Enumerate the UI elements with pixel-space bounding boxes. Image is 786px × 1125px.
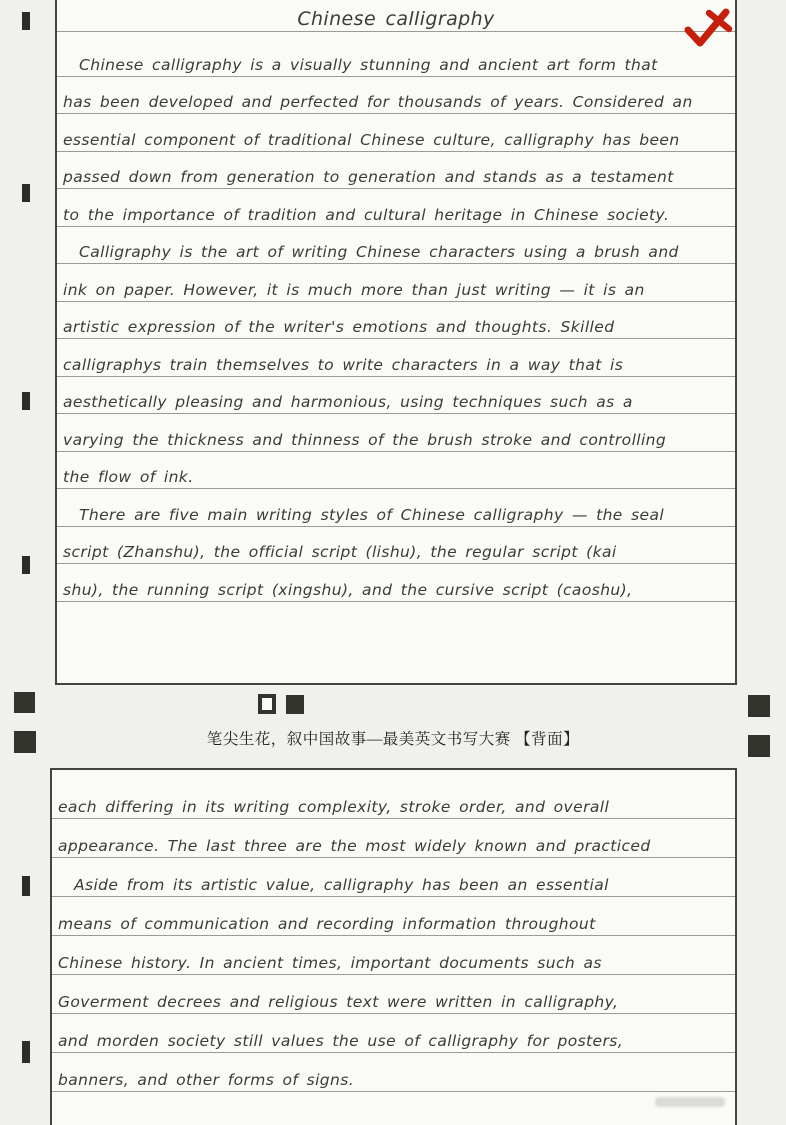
registration-square-right-1 [748,695,770,717]
handwritten-text: ink on paper. However, it is much more than just writing — it is an [63,280,645,299]
handwritten-text: Aside from its artistic value, calligraphy has been an essential [74,876,609,894]
handwritten-text: passed down from generation to generation and stands as a testament [63,168,674,186]
handwritten-text: script (Zhanshu), the official script (lishu), the regular script (kai [63,543,617,561]
registration-square-left-1 [14,692,35,713]
handwritten-line [57,377,735,415]
registration-square-center-hollow [258,694,276,714]
handwritten-text: Goverment decrees and religious text were written in calligraphy, [58,993,619,1011]
handwritten-line [57,152,735,190]
handwritten-line [57,264,735,302]
timing-mark [22,184,30,202]
handwritten-text: Chinese calligraphy is a visually stunning and ancient art form that [79,55,658,74]
handwritten-text: aesthetically pleasing and harmonious, using techniques such as a [63,393,633,411]
handwritten-text: banners, and other forms of signs. [58,1071,355,1089]
handwritten-line [57,489,735,527]
page2-handwritten-lines [52,780,735,1092]
handwritten-line [57,302,735,340]
answer-sheet-page-1 [55,0,737,685]
handwritten-line [57,564,735,602]
registration-square-center-filled [286,695,304,714]
handwritten-text: appearance. The last three are the most widely known and practiced [58,837,651,855]
handwritten-line [57,114,735,152]
timing-mark [22,1041,30,1063]
answer-sheet-page-2 [50,768,737,1125]
handwritten-text: and morden society still values the use of calligraphy for posters, [58,1032,624,1050]
handwritten-text: the flow of ink. [63,468,194,486]
handwritten-text: essential component of traditional Chinese culture, calligraphy has been [63,130,680,149]
handwritten-line [52,936,735,975]
timing-mark [22,876,30,896]
handwritten-text: Calligraphy is the art of writing Chinese characters using a brush and [79,243,679,261]
handwritten-line [57,227,735,265]
pencil-smudge [655,1097,725,1107]
handwritten-line [52,897,735,936]
timing-mark [22,12,30,30]
handwritten-line [57,189,735,227]
handwritten-line [57,39,735,77]
page1-handwritten-lines [57,39,735,602]
spacer [57,32,735,39]
competition-caption: 笔尖生花，叙中国故事—最美英文书写大赛 【背面】 [206,731,580,748]
timing-mark [22,392,30,410]
handwritten-text: Chinese history. In ancient times, important documents such as [58,954,602,972]
handwritten-text: varying the thickness and thinness of the brush stroke and controlling [63,430,667,449]
handwritten-text: There are five main writing styles of Chinese calligraphy — the seal [79,505,665,524]
handwritten-line [52,858,735,897]
handwritten-text: shu), the running script (xingshu), and the cursive script (caoshu), [63,580,633,599]
handwritten-line [52,975,735,1014]
spacer [52,770,735,780]
handwritten-line [52,780,735,819]
handwritten-text: calligraphys train themselves to write characters in a way that is [63,355,624,374]
handwritten-line [57,452,735,490]
handwritten-line [57,527,735,565]
handwritten-line [52,819,735,858]
handwritten-text: each differing in its writing complexity, stroke order, and overall [58,798,610,816]
handwritten-text: has been developed and perfected for thousands of years. Considered an [63,93,693,111]
handwritten-line [52,1053,735,1092]
handwritten-text: to the importance of tradition and cultural heritage in Chinese society. [63,205,670,224]
handwritten-line [57,339,735,377]
timing-mark [22,556,30,574]
handwritten-text: artistic expression of the writer's emotions and thoughts. Skilled [63,318,615,336]
essay-title-row [57,0,735,32]
grader-check-icon [682,6,736,54]
handwritten-line [57,414,735,452]
handwritten-line [52,1014,735,1053]
handwritten-line [57,77,735,115]
essay-title: Chinese calligraphy [297,8,495,30]
handwritten-text: means of communication and recording information throughout [58,915,596,933]
